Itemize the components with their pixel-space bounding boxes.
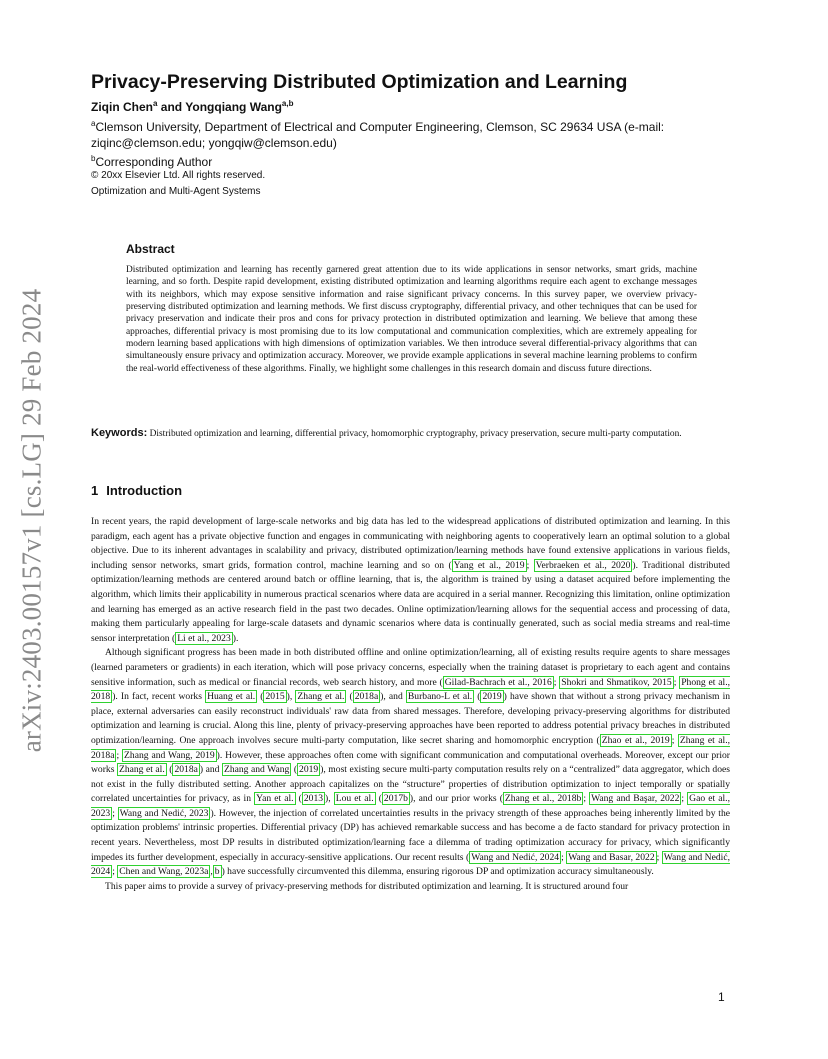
paragraph-text: (: [474, 691, 481, 703]
citation-link[interactable]: Zhang et al., 2018b: [504, 793, 582, 805]
author-name: Yongqiang Wang: [185, 100, 282, 114]
paragraph-text: ),: [325, 793, 334, 805]
paragraph-text: ;: [681, 793, 688, 805]
citation-link[interactable]: Yang et al., 2019: [453, 559, 525, 571]
citation-link[interactable]: Zhang et al., 2018a: [91, 734, 730, 761]
paragraph-text: ;: [656, 851, 662, 863]
citation-link[interactable]: b: [214, 866, 220, 878]
paragraph-text: (: [291, 764, 298, 776]
paper-title: Privacy-Preserving Distributed Optimization and Learning: [91, 71, 628, 93]
paragraph-text: ). In fact, recent works: [112, 691, 206, 703]
paragraph-text: ;: [561, 851, 567, 863]
body-paragraph: [91, 646, 730, 880]
paragraph-text: ),: [286, 691, 296, 703]
paragraph-text: ).: [232, 632, 239, 644]
keywords-text: Distributed optimization and learning, differential privacy, homomorphic cryptography, privacy preservation, secure multi-party computation.: [149, 429, 682, 439]
citation-link[interactable]: 2019: [299, 764, 319, 776]
citation-link[interactable]: Gilad-Bachrach et al., 2016: [444, 676, 552, 688]
paragraph-text: ), and our prior works (: [409, 793, 503, 805]
citation-link[interactable]: Wang and Nedić, 2023: [119, 807, 209, 819]
paragraph-text: ;: [526, 559, 534, 571]
citation-link[interactable]: Gao et al., 2023: [91, 793, 730, 819]
author-name: Ziqin Chen: [91, 100, 153, 114]
affiliation-text: Corresponding Author: [95, 155, 213, 169]
book-title: Optimization and Multi-Agent Systems: [91, 186, 261, 197]
citation-link[interactable]: Li et al., 2023: [177, 632, 231, 644]
page-number: 1: [718, 990, 725, 1004]
paragraph-text: (: [257, 691, 264, 703]
paragraph-text: ,: [210, 866, 213, 878]
citation-link[interactable]: Verbraeken et al., 2020: [535, 559, 631, 571]
paragraph-text: ) have successfully circumvented this dilemma, ensuring rigorous DP and optimization accuracy simultaneously.: [221, 866, 654, 878]
paragraph-text: ). Traditional distributed optimization/learning methods are centered around batch or offline learning, that is, the algorithm is trained by using a dataset acquired before implementing the algorithm, which limits their applicability in numerous practical scenarios where data are acquired in a serial manner. Recognizing this limitation, online optimization and learning has emerged as an active research field in the past two decades. Online optimization/learning allows for the sequential access and processing of data, making them particularly appealing for large-scale datasets and dynamic scenarios where data is continually generated, such as social media streams and real-time sensor interpretation (: [91, 559, 730, 644]
publication-meta: [91, 168, 741, 200]
affiliation-a: [91, 116, 741, 151]
abstract-heading: Abstract: [126, 242, 175, 256]
citation-link[interactable]: Chen and Wang, 2023a: [119, 866, 209, 878]
paragraph-text: This paper aims to provide a survey of privacy-preserving methods for distributed optimization and learning. It is structured around four: [105, 880, 629, 892]
paragraph-text: Although significant progress has been made in both distributed offline and online optimization/learning, all of existing results require agents to share messages (learned parameters or gradients) in each iteration, which will pose privacy concerns, especially when the training dataset is proprietary to each agent and contains sensitive information, such as medical or financial records, web search history, and more (: [91, 647, 730, 688]
citation-link[interactable]: Zhang et al.: [297, 691, 345, 703]
citation-link[interactable]: Yan et al.: [256, 793, 294, 805]
arxiv-side-stamp: [12, 290, 52, 750]
paragraph-text: ;: [112, 866, 118, 878]
section-title: Introduction: [106, 483, 183, 498]
paragraph-text: ;: [116, 749, 123, 761]
citation-link[interactable]: Wang and Basar, 2022: [568, 851, 655, 863]
paragraph-text: ) have shown that without a strong privacy mechanism in place, external adversaries can easily reconstruct individuals' raw data from shared messages. Therefore, developing privacy-preserving algorithms for distributed optimization and learning is crucial. Along this line, plenty of privacy-preserving approaches have been reported to address potential privacy breaches in distributed optimization/learning. One approach involves secure multi-party computation, like secret sharing and homomorphic encryption (: [91, 691, 731, 746]
affiliations: [91, 116, 741, 170]
paragraph-text: ;: [583, 793, 590, 805]
citation-link[interactable]: Wang and Başar, 2022: [591, 793, 680, 805]
paragraph-text: ;: [553, 676, 560, 688]
paragraph-text: ). However, these approaches often come with significant communication and computational overheads. Moreover, except our prior works: [91, 749, 730, 776]
paragraph-text: ), most existing secure multi-party computation results rely on a “centralized” data aggregator, which does not exist in the fully distributed setting. Another approach capitalizes on the “structure” properties of distribution optimization to inject temporally or spatially correlated uncertainties for privacy, as in: [91, 764, 731, 805]
citation-link[interactable]: Phong et al., 2018: [91, 676, 730, 703]
citation-link[interactable]: 2013: [303, 793, 324, 805]
citation-link[interactable]: 2017b: [383, 793, 408, 805]
paragraph-text: ), and: [380, 691, 406, 703]
abstract-text: Distributed optimization and learning has recently garnered great attention due to its wide applications in sensor networks, smart grids, machine learning, and so forth. Despite rapid development, existing distributed optimization and learning algorithms require each agent to exchange messages with its neighbors, which may expose sensitive information and raise significant privacy concerns. In this survey paper, we overview privacy-preserving distributed optimization and learning methods. We first discuss cryptography, differential privacy, and other techniques that can be used for privacy preservation and indicate their pros and cons for privacy protection in distributed optimization and learning. We believe that among these approaches, differential privacy is most promising due to its low computational and communication complexities, which are extremely appealing for modern learning based applications with high dimensions of optimization variables. We then introduce several differential-privacy algorithms that can simultaneously ensure privacy and optimization accuracy. Moreover, we provide example applications in several machine learning problems to confirm the real-world effectiveness of these algorithms. Finally, we highlight some challenges in this research domain and discuss future directions.: [126, 265, 697, 374]
citation-link[interactable]: Zhang et al.: [118, 764, 165, 776]
citation-link[interactable]: Huang et al.: [207, 691, 256, 703]
affiliation-marker: a: [91, 119, 96, 128]
citation-link[interactable]: Wang and Nedić, 2024: [471, 851, 560, 863]
author-line: [91, 99, 751, 114]
citation-link[interactable]: Shokri and Shmatikov, 2015: [561, 676, 672, 688]
section-heading: [91, 483, 182, 498]
affiliation-marker: b: [91, 154, 96, 163]
paragraph-text: ) and: [199, 764, 222, 776]
copyright-notice: © 20xx Elsevier Ltd. All rights reserved.: [91, 170, 266, 181]
keywords: [91, 427, 736, 441]
citation-link[interactable]: 2015: [265, 691, 285, 703]
citation-link[interactable]: Burbano-L et al.: [407, 691, 473, 703]
citation-link[interactable]: 2018a: [354, 691, 379, 703]
paragraph-text: ;: [671, 734, 678, 746]
affiliation-marker: a,b: [281, 99, 294, 108]
affiliation-text: Clemson University, Department of Electrical and Computer Engineering, Clemson, SC 29634 USA (e-mail: ziqinc@clemson.edu; yongqiw@clemson.edu): [91, 120, 665, 150]
citation-link[interactable]: 2019: [482, 691, 502, 703]
citation-link[interactable]: Wang and Nedić, 2024: [91, 851, 730, 878]
paragraph-text: (: [375, 793, 382, 805]
citation-link[interactable]: Zhang and Wang: [223, 764, 290, 776]
citation-link[interactable]: 2018a: [174, 764, 198, 776]
paragraph-text: In recent years, the rapid development of large-scale networks and big data has led to the widespread applications of distributed optimization and learning. In this paradigm, each agent has a private objective function and engages in communicating with neighboring agents to cooperatively learn an optimal solution to a global objective. Due to its inherent advantages in scalability and privacy, distributed optimization/learning methods have found extensive applications in various fields, including sensor networks, smart grids, formation control, machine learning and so on (: [91, 516, 730, 571]
paragraph-text: (: [346, 691, 353, 703]
paragraph-text: ;: [673, 676, 680, 688]
paragraph-text: (: [166, 764, 173, 776]
citation-link[interactable]: Zhao et al., 2019: [601, 734, 670, 746]
paragraph-text: (: [295, 793, 302, 805]
keywords-label: Keywords:: [91, 427, 148, 439]
introduction-body: [91, 515, 730, 894]
citation-link[interactable]: Zhang and Wang, 2019: [124, 749, 215, 761]
section-number: 1: [91, 483, 99, 498]
citation-link[interactable]: Lou et al.: [335, 793, 374, 805]
affiliation-marker: a: [153, 99, 158, 108]
paragraph-text: ). However, the injection of correlated uncertainties results in the privacy strength of these approaches being inherently limited by the optimization problems' intrinsic properties. Differential privacy (DP) has achieved remarkable success and has become a de facto standard for privacy protection in recent years. Nevertheless, most DP results in distributed optimization/learning face a dilemma of trading optimization accuracy for privacy, which significantly impedes its further development, especially in accuracy-sensitive applications. Our recent results (: [91, 807, 730, 863]
author-conjunction: and: [160, 100, 183, 114]
paragraph-text: ;: [112, 807, 118, 819]
body-paragraph: [91, 880, 730, 895]
arxiv-identifier[interactable]: arXiv:2403.00157v1 [cs.LG] 29 Feb 2024: [16, 288, 47, 752]
body-paragraph: [91, 515, 730, 646]
